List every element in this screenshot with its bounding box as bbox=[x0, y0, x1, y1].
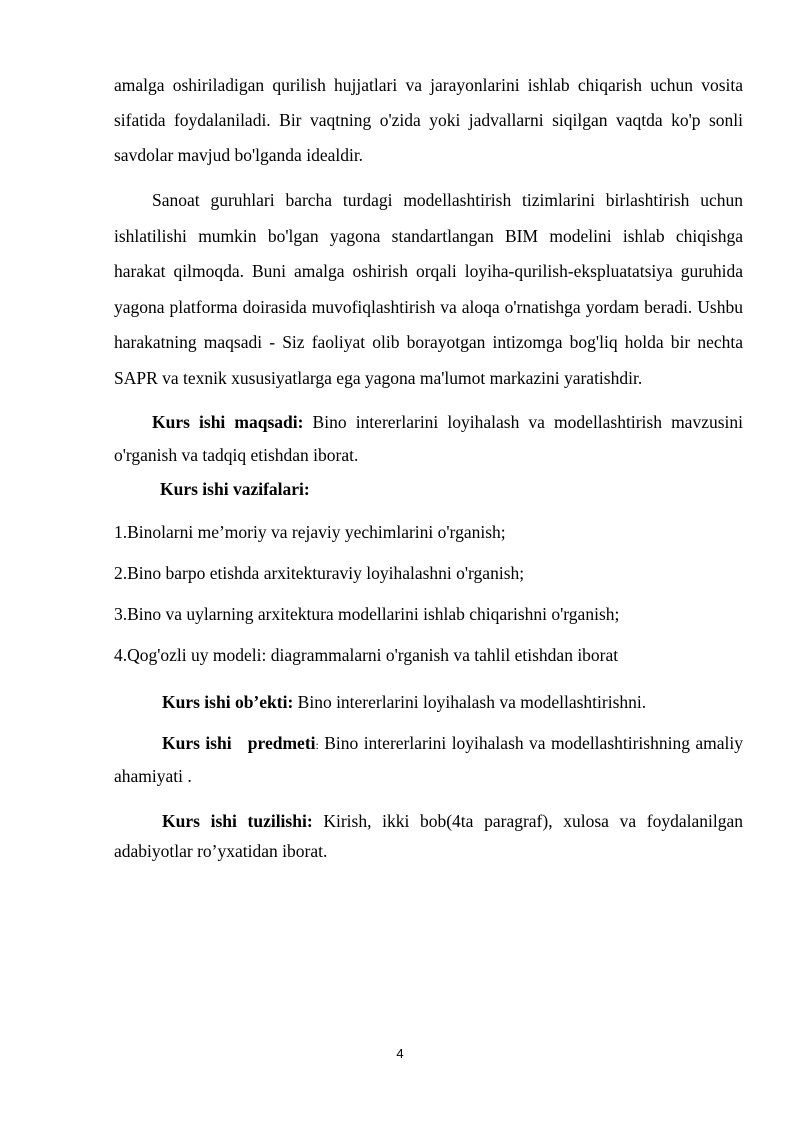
course-subject-label: Kurs ishi predmeti bbox=[162, 733, 316, 753]
list-item: 3.Bino va uylarning arxitektura modellarini ishlab chiqarishni o'rganish; bbox=[114, 604, 620, 624]
course-subject-colon: : bbox=[315, 738, 319, 752]
course-object bbox=[114, 682, 743, 722]
course-structure bbox=[114, 806, 743, 866]
page-number: 4 bbox=[396, 1046, 404, 1061]
course-goal-label: Kurs ishi maqsadi: bbox=[152, 412, 304, 432]
course-subject-text: Bino intererlarini loyihalash va modellashtirishning amaliy ahamiyati . bbox=[114, 733, 743, 786]
course-object-text: Bino intererlarini loyihalash va modellashtirishni. bbox=[293, 692, 647, 712]
course-structure-text: Kirish, ikki bob(4ta paragraf), xulosa va foydalanilgan adabiyotlar ro’yxatidan iborat. bbox=[114, 811, 743, 861]
course-goal-text: Bino intererlarini loyihalash va modellashtirish mavzusini o'rganish va tadqiq etishdan iborat. bbox=[114, 412, 744, 465]
list-item: 4.Qog'ozli uy modeli: diagrammalarni o'rganish va tahlil etishdan iborat bbox=[114, 645, 619, 665]
page-content bbox=[114, 68, 743, 866]
course-subject bbox=[114, 728, 743, 792]
course-tasks-heading: Kurs ishi vazifalari: bbox=[160, 479, 310, 499]
course-structure-label: Kurs ishi tuzilishi: bbox=[162, 811, 313, 831]
course-goal bbox=[114, 406, 743, 472]
course-tasks-list bbox=[114, 512, 743, 676]
list-item: 2.Bino barpo etishda arxitekturaviy loyihalashni o'rganish; bbox=[114, 563, 525, 583]
paragraph-bim: Sanoat guruhlari barcha turdagi modellashtirish tizimlarini birlashtirish uchun ishlatilishi mumkin bo'lgan yagona standartlangan BIM modelini ishlab chiqishga harakat qilmoqda. Buni amalga oshirish orqali loyiha-qurilish-ekspluatatsiya guruhida yagona platforma doirasida muvofiqlashtirish va aloqa o'rnatishga yordam beradi. Ushbu harakatning maqsadi - Siz faoliyat olib borayotgan intizomga bog'liq holda bir nechta SAPR va texnik xususiyatlarga ega yagona ma'lumot markazini yaratishdir. bbox=[114, 190, 743, 388]
course-object-label: Kurs ishi ob’ekti: bbox=[162, 692, 294, 712]
list-item: 1.Binolarni me’moriy va rejaviy yechimlarini o'rganish; bbox=[114, 522, 506, 542]
paragraph-continuation: amalga oshiriladigan qurilish hujjatlari va jarayonlarini ishlab chiqarish uchun vosita sifatida foydalaniladi. Bir vaqtning o'zida yoki jadvallarni siqilgan vaqtda ko'p sonli savdolar mavjud bo'lganda idealdir. bbox=[114, 75, 743, 165]
